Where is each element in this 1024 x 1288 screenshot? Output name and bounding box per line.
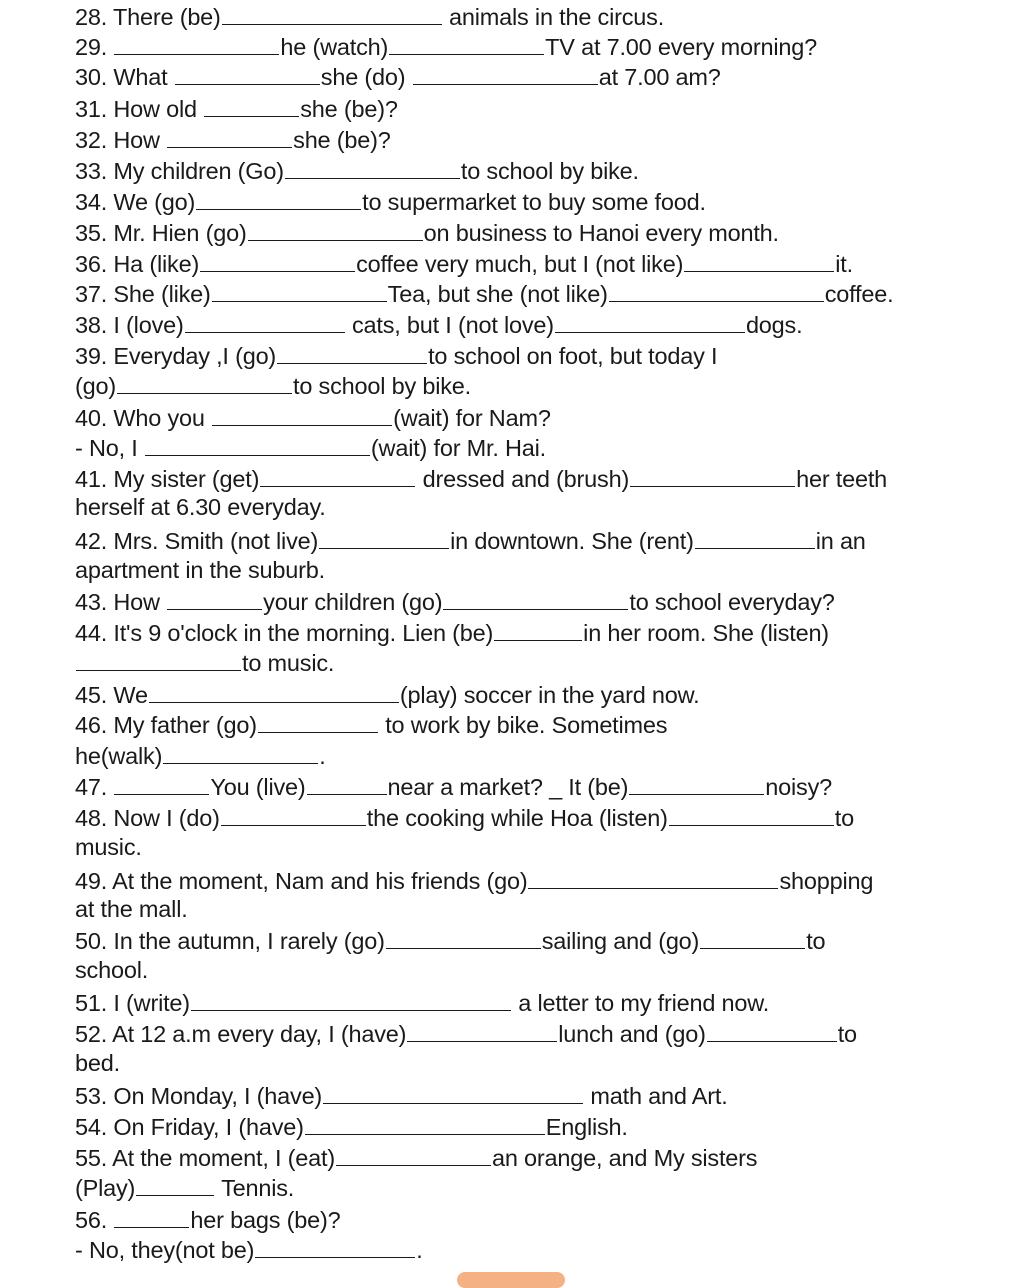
answer-blank[interactable] xyxy=(248,216,423,241)
exercise-line xyxy=(75,678,699,709)
answer-blank[interactable] xyxy=(114,770,209,795)
exercise-text: coffee. xyxy=(824,281,894,307)
exercise-text: to music. xyxy=(242,650,335,676)
answer-blank[interactable] xyxy=(443,585,628,610)
answer-blank[interactable] xyxy=(700,924,805,949)
exercise-line xyxy=(75,924,825,955)
exercise-text: Tea, but she (not like) xyxy=(387,281,608,307)
exercise-line xyxy=(75,492,326,523)
exercise-text: he(walk) xyxy=(75,743,163,769)
exercise-line xyxy=(75,986,769,1017)
exercise-text: cats, but I (not love) xyxy=(345,312,554,338)
answer-blank[interactable] xyxy=(707,1017,837,1042)
exercise-text: she (be)? xyxy=(300,96,398,122)
exercise-line xyxy=(75,216,779,247)
exercise-line xyxy=(75,801,854,832)
answer-blank[interactable] xyxy=(191,986,511,1011)
exercise-text: 29. xyxy=(75,34,114,60)
answer-blank[interactable] xyxy=(212,277,387,302)
exercise-text: 32. How xyxy=(75,127,167,153)
answer-blank[interactable] xyxy=(305,1110,545,1135)
exercise-line xyxy=(75,30,817,61)
exercise-line xyxy=(75,864,873,895)
exercise-line xyxy=(75,1233,423,1264)
exercise-text: she (be)? xyxy=(293,127,391,153)
exercise-text: 34. We (go) xyxy=(75,189,196,215)
exercise-text: a letter to my friend now. xyxy=(511,990,770,1016)
answer-blank[interactable] xyxy=(285,154,460,179)
exercise-text: in downtown. She (rent) xyxy=(450,528,694,554)
exercise-line xyxy=(75,92,398,123)
exercise-text: math and Art. xyxy=(584,1083,728,1109)
exercise-text: English. xyxy=(545,1114,628,1140)
exercise-text: near a market? _ It (be) xyxy=(387,774,629,800)
exercise-text: her teeth xyxy=(796,466,888,492)
exercise-text: 33. My children (Go) xyxy=(75,158,284,184)
exercise-line xyxy=(75,955,148,986)
exercise-line xyxy=(75,185,706,216)
exercise-text: she (do) xyxy=(320,64,412,90)
answer-blank[interactable] xyxy=(167,585,262,610)
answer-blank[interactable] xyxy=(684,247,834,272)
exercise-line xyxy=(75,1017,857,1048)
exercise-text: 52. At 12 a.m every day, I (have) xyxy=(75,1021,407,1047)
exercise-text: 39. Everyday ,I (go) xyxy=(75,343,277,369)
exercise-text: to school on foot, but today I xyxy=(428,343,718,369)
answer-blank[interactable] xyxy=(413,60,598,85)
exercise-text: animals in the circus. xyxy=(442,4,665,30)
exercise-line xyxy=(75,739,326,770)
exercise-text: 28. There (be) xyxy=(75,4,221,30)
exercise-text: 47. xyxy=(75,774,114,800)
exercise-text: 48. Now I (do) xyxy=(75,805,220,831)
exercise-text: 35. Mr. Hien (go) xyxy=(75,220,247,246)
exercise-text: dogs. xyxy=(745,312,803,338)
exercise-line xyxy=(75,1141,757,1172)
exercise-line xyxy=(75,154,639,185)
answer-blank[interactable] xyxy=(167,123,292,148)
answer-blank[interactable] xyxy=(222,0,442,25)
exercise-text: 49. At the moment, Nam and his friends (go) xyxy=(75,868,528,894)
exercise-text: apartment in the suburb. xyxy=(75,557,325,583)
exercise-line xyxy=(75,401,551,432)
answer-blank[interactable] xyxy=(221,801,366,826)
answer-blank[interactable] xyxy=(386,924,541,949)
exercise-text: (Play) xyxy=(75,1175,136,1201)
exercise-text: You (live) xyxy=(210,774,306,800)
exercise-text: (play) soccer in the yard now. xyxy=(399,682,700,708)
answer-blank[interactable] xyxy=(630,462,795,487)
exercise-text: on business to Hanoi every month. xyxy=(423,220,779,246)
exercise-line xyxy=(75,123,391,154)
exercise-text: to school by bike. xyxy=(293,373,471,399)
exercise-line xyxy=(75,339,717,370)
exercise-text: (wait) for Nam? xyxy=(393,405,551,431)
exercise-text: 54. On Friday, I (have) xyxy=(75,1114,304,1140)
exercise-line xyxy=(75,585,835,616)
exercise-text: 42. Mrs. Smith (not live) xyxy=(75,528,319,554)
exercise-line xyxy=(75,832,142,863)
exercise-text: - No, they(not be) xyxy=(75,1237,255,1263)
exercise-text: an orange, and My sisters xyxy=(491,1145,758,1171)
exercise-line xyxy=(75,1079,728,1110)
exercise-text: to school everyday? xyxy=(629,589,835,615)
answer-blank[interactable] xyxy=(323,1079,583,1104)
answer-blank[interactable] xyxy=(200,247,355,272)
exercise-text: 53. On Monday, I (have) xyxy=(75,1083,323,1109)
bottom-tab-hint[interactable] xyxy=(457,1272,565,1288)
exercise-text: herself at 6.30 everyday. xyxy=(75,494,326,520)
exercise-text: 51. I (write) xyxy=(75,990,190,1016)
exercise-text: coffee very much, but I (not like) xyxy=(356,251,684,277)
answer-blank[interactable] xyxy=(528,864,778,889)
answer-blank[interactable] xyxy=(114,30,279,55)
exercise-text: school. xyxy=(75,957,149,983)
exercise-text: 36. Ha (like) xyxy=(75,251,200,277)
exercise-text: lunch and (go) xyxy=(558,1021,706,1047)
answer-blank[interactable] xyxy=(669,801,834,826)
exercise-line xyxy=(75,431,546,462)
exercise-line xyxy=(75,1110,628,1141)
answer-blank[interactable] xyxy=(629,770,764,795)
answer-blank[interactable] xyxy=(609,277,824,302)
exercise-line xyxy=(75,1171,294,1202)
exercise-text: 31. How old xyxy=(75,96,204,122)
exercise-text: to xyxy=(806,928,826,954)
exercise-text: (go) xyxy=(75,373,116,399)
exercise-text: it. xyxy=(835,251,853,277)
exercise-text: 44. It's 9 o'clock in the morning. Lien (be) xyxy=(75,620,494,646)
exercise-line xyxy=(75,247,853,278)
answer-blank[interactable] xyxy=(117,369,292,394)
exercise-text: 37. She (like) xyxy=(75,281,211,307)
exercise-text: 46. My father (go) xyxy=(75,712,257,738)
answer-blank[interactable] xyxy=(307,770,387,795)
answer-blank[interactable] xyxy=(695,524,815,549)
answer-blank[interactable] xyxy=(255,1233,415,1258)
answer-blank[interactable] xyxy=(175,60,320,85)
answer-blank[interactable] xyxy=(185,308,345,333)
exercise-text: shopping xyxy=(779,868,874,894)
exercise-text: 50. In the autumn, I rarely (go) xyxy=(75,928,385,954)
exercise-text: (wait) for Mr. Hai. xyxy=(370,435,546,461)
answer-blank[interactable] xyxy=(260,462,415,487)
answer-blank[interactable] xyxy=(319,524,449,549)
answer-blank[interactable] xyxy=(136,1171,214,1196)
exercise-text: at the mall. xyxy=(75,896,188,922)
exercise-text: in an xyxy=(815,528,866,554)
answer-blank[interactable] xyxy=(277,339,427,364)
exercise-line xyxy=(75,894,188,925)
exercise-text: in her room. She (listen) xyxy=(583,620,829,646)
exercise-text: he (watch) xyxy=(280,34,389,60)
exercise-line xyxy=(75,524,866,555)
exercise-text: 30. What xyxy=(75,64,174,90)
answer-blank[interactable] xyxy=(336,1141,491,1166)
exercise-text: 43. How xyxy=(75,589,167,615)
answer-blank[interactable] xyxy=(145,431,370,456)
exercise-text: Tennis. xyxy=(215,1175,295,1201)
exercise-line xyxy=(75,616,829,647)
exercise-text: at 7.00 am? xyxy=(598,64,721,90)
answer-blank[interactable] xyxy=(204,92,299,117)
exercise-line xyxy=(75,308,802,339)
exercise-line xyxy=(75,646,334,677)
exercise-text: music. xyxy=(75,834,142,860)
exercise-text: noisy? xyxy=(765,774,833,800)
answer-blank[interactable] xyxy=(389,30,544,55)
exercise-line xyxy=(75,1203,340,1234)
exercise-text: to xyxy=(834,805,854,831)
answer-blank[interactable] xyxy=(114,1203,189,1228)
answer-blank[interactable] xyxy=(149,678,399,703)
exercise-line xyxy=(75,462,887,493)
answer-blank[interactable] xyxy=(196,185,361,210)
exercise-text: . xyxy=(319,743,326,769)
answer-blank[interactable] xyxy=(555,308,745,333)
exercise-text: dressed and (brush) xyxy=(416,466,630,492)
exercise-text: 38. I (love) xyxy=(75,312,184,338)
answer-blank[interactable] xyxy=(212,401,392,426)
exercise-text: 45. We xyxy=(75,682,148,708)
exercise-text: - No, I xyxy=(75,435,144,461)
exercise-text: bed. xyxy=(75,1050,120,1076)
exercise-line xyxy=(75,555,325,586)
exercise-text: to supermarket to buy some food. xyxy=(362,189,706,215)
exercise-line xyxy=(75,770,832,801)
exercise-text: to school by bike. xyxy=(460,158,639,184)
answer-blank[interactable] xyxy=(76,646,241,671)
exercise-text: the cooking while Hoa (listen) xyxy=(366,805,668,831)
exercise-text: 56. xyxy=(75,1207,114,1233)
exercise-text: 55. At the moment, I (eat) xyxy=(75,1145,335,1171)
exercise-line xyxy=(75,369,471,400)
answer-blank[interactable] xyxy=(258,708,378,733)
exercise-line xyxy=(75,708,667,739)
exercise-line xyxy=(75,60,721,91)
exercise-text: 41. My sister (get) xyxy=(75,466,260,492)
exercise-line xyxy=(75,0,664,31)
answer-blank[interactable] xyxy=(494,616,582,641)
exercise-line xyxy=(75,1048,120,1079)
exercise-text: to xyxy=(837,1021,857,1047)
exercise-text: 40. Who you xyxy=(75,405,212,431)
exercise-text: her bags (be)? xyxy=(190,1207,341,1233)
answer-blank[interactable] xyxy=(163,739,318,764)
exercise-text: sailing and (go) xyxy=(541,928,700,954)
exercise-text: your children (go) xyxy=(263,589,443,615)
answer-blank[interactable] xyxy=(407,1017,557,1042)
exercise-line xyxy=(75,277,893,308)
exercise-text: . xyxy=(416,1237,423,1263)
exercise-text: to work by bike. Sometimes xyxy=(378,712,668,738)
exercise-text: TV at 7.00 every morning? xyxy=(545,34,818,60)
